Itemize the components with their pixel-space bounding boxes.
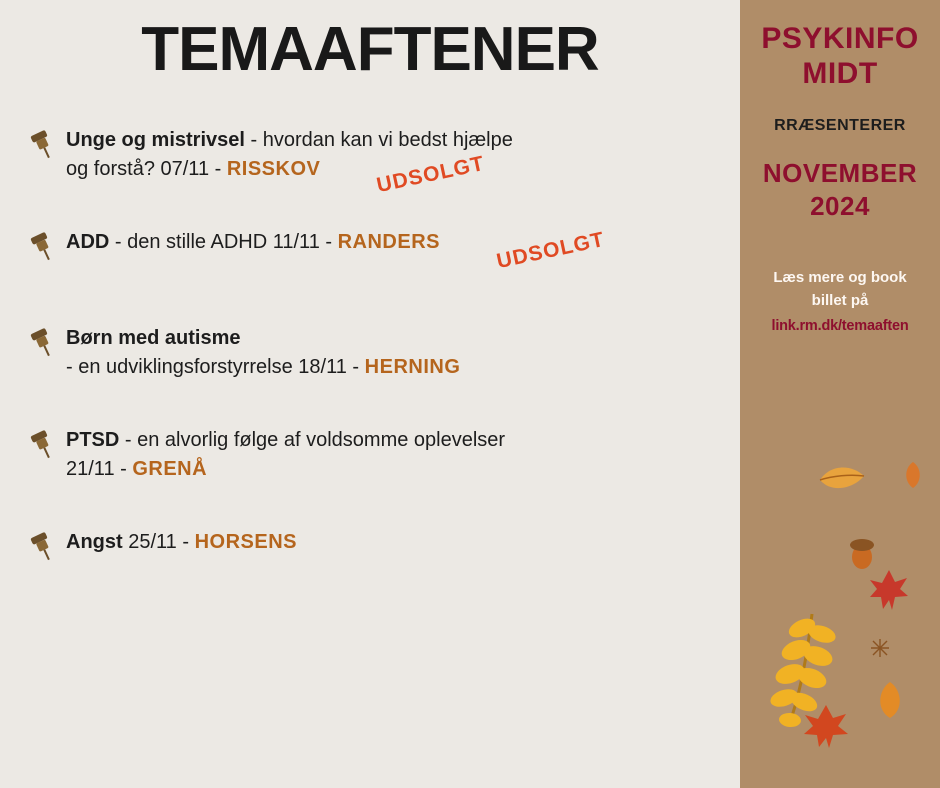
booking-link[interactable]: link.rm.dk/temaaften <box>771 317 909 334</box>
list-item[interactable] <box>26 228 740 280</box>
event-list <box>0 126 740 580</box>
pushpin-icon <box>26 426 66 462</box>
month-year <box>740 157 940 222</box>
event-city: HORSENS <box>194 531 297 554</box>
event-text <box>66 228 607 274</box>
brand-name <box>740 22 940 91</box>
brand-line-2: MIDT <box>802 56 878 90</box>
pushpin-icon <box>26 126 66 162</box>
seed-icon <box>870 638 890 658</box>
presents-label: RRÆSENTERER <box>774 117 906 134</box>
event-desc: - den stille ADHD 11/11 - <box>109 231 338 254</box>
page-title: TEMAAFTENER <box>141 15 599 84</box>
event-title: Børn med autisme <box>66 327 241 350</box>
status-badge: UDSOLGT <box>494 228 607 274</box>
event-desc: - en alvorlig følge af voldsomme oplevelser <box>119 429 506 452</box>
autumn-leaves-decoration <box>740 440 940 788</box>
event-desc-2: og forstå? 07/11 - <box>66 158 227 181</box>
event-desc: 25/11 - <box>122 531 195 554</box>
event-text <box>66 126 513 198</box>
brand-line-1: PSYKINFO <box>761 22 919 55</box>
event-text <box>66 426 505 484</box>
event-desc-2: - en udviklingsforstyrrelse 18/11 - <box>66 356 365 379</box>
event-title: PTSD <box>66 429 120 452</box>
poster-sidebar <box>740 0 940 788</box>
event-text <box>66 324 460 382</box>
pushpin-icon <box>26 528 66 564</box>
event-city: RISSKOV <box>226 158 321 181</box>
booking-info <box>740 266 940 337</box>
pushpin-icon <box>26 228 66 264</box>
year-label: 2024 <box>810 190 870 221</box>
event-city: HERNING <box>364 356 461 379</box>
event-title: Angst <box>66 531 123 554</box>
leaf-icon <box>872 680 908 720</box>
list-item[interactable] <box>26 126 740 198</box>
event-city: RANDERS <box>337 231 440 254</box>
event-title: ADD <box>66 231 110 254</box>
maple-leaf-icon <box>802 702 850 750</box>
month-label: NOVEMBER <box>762 158 918 188</box>
event-desc: - hvordan kan vi bedst hjælpe <box>244 129 513 152</box>
list-item[interactable] <box>26 324 740 382</box>
leaf-icon <box>816 462 868 502</box>
acorn-icon <box>846 536 878 570</box>
event-text <box>66 528 297 557</box>
event-title: Unge og mistrivsel <box>66 129 245 152</box>
list-item[interactable] <box>26 528 740 580</box>
pushpin-icon <box>26 324 66 360</box>
booking-line-2: billet på <box>811 292 869 310</box>
status-badge: UDSOLGT <box>374 152 487 198</box>
booking-line-1: Læs mere og book <box>773 269 907 286</box>
maple-leaf-icon <box>868 568 910 612</box>
event-desc-2: 21/11 - <box>66 458 133 481</box>
list-item[interactable] <box>26 426 740 484</box>
event-city: GRENÅ <box>132 458 208 481</box>
leaf-icon <box>900 460 926 490</box>
